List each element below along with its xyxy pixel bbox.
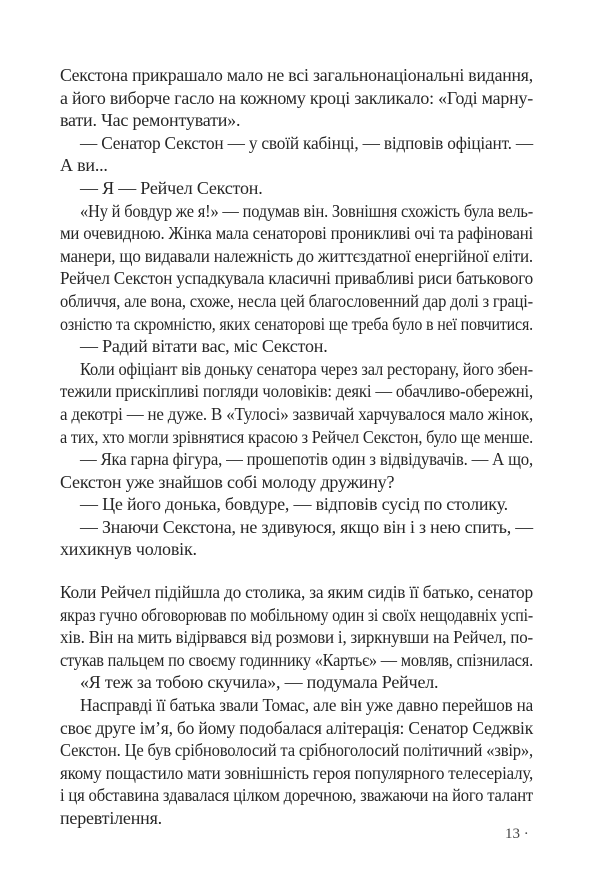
text-section [60, 64, 533, 561]
paragraph [60, 200, 533, 336]
paragraph [60, 516, 533, 561]
text-line: «Ну й бовдур же я!» — подумав він. Зовнішня схожість була вель- [80, 200, 533, 221]
text-line: і ця обставина здавалася цілком доречною, зважаючи на його талант [60, 785, 533, 806]
page-number: 13 · [505, 826, 529, 842]
paragraph [60, 132, 533, 177]
text-line: — Сенатор Секстон — у своїй кабінці, — відповів офіціант. — [80, 132, 533, 153]
text-line: а декотрі — не дуже. В «Тулосі» зазвичай харчувалося мало жінок, [60, 403, 533, 424]
paragraph [60, 671, 533, 694]
text-line: Секстон. Це був срібноволосий та срібноголосий політичний «звір», [60, 740, 533, 761]
paragraph [60, 177, 533, 200]
text-line: А ви... [60, 155, 108, 176]
text-line: Коли офіціант вів доньку сенатора через зал ресторану, його збен- [80, 358, 533, 379]
text-line: — Я — Рейчел Секстон. [80, 177, 263, 198]
text-line: — Це його донька, бовдуре, — відповів сусід по столику. [80, 494, 508, 515]
text-line: а його виборче гасло на кожному кроці закликало: «Годі марну- [60, 87, 533, 108]
text-line: обличчя, але вона, схоже, несла цей благословенний дар долі з граці- [60, 290, 533, 311]
text-line: — Знаючи Секстона, не здивуюся, якщо він і з нею спить, — [80, 516, 533, 537]
paragraph [60, 493, 533, 516]
text-line: якраз гучно обговорював по мобільному один зі своїх нещодавніх успі- [60, 604, 533, 625]
text-line: — Яка гарна фігура, — прошепотів один з відвідувачів. — А що, [80, 449, 533, 470]
text-line: озністю та скромністю, яких сенаторові ще треба було в неї повчитися. [60, 313, 533, 334]
text-line: перевтілення. [60, 808, 162, 828]
text-line: Коли Рейчел підійшла до столика, за яким сидів її батько, сенатор [60, 582, 533, 603]
paragraph [60, 358, 533, 448]
text-line: стукав пальцем по своєму годиннику «Картьє» — мовляв, спізнилася. [60, 649, 533, 670]
text-line: Сeкстона прикрашало мало не всі загальнонаціональні видання, [60, 65, 533, 85]
paragraph [60, 581, 533, 671]
paragraph [60, 64, 533, 132]
book-page-body [60, 64, 533, 830]
text-line: своє друге ім’я, бо йому подобалася алітерація: Сенатор Седжвік [60, 717, 533, 738]
text-line: Насправді її батька звали Томас, але він уже давно перейшов на [80, 695, 533, 716]
text-line: «Я теж за тобою скучила», — подумала Рейчел. [80, 672, 439, 693]
text-line: тежили прискіпливі погляди чоловіків: деякі — обачливо-обережні, [60, 381, 533, 402]
text-line: манери, що видавали належність до життєздатної енергійної еліти. [60, 245, 533, 266]
text-line: хихикнув чоловік. [60, 539, 197, 560]
paragraph [60, 448, 533, 493]
text-line: Рейчел Секстон успадкувала класичні привабливі риси батькового [60, 268, 533, 289]
paragraph [60, 335, 533, 358]
text-line: якому пощастило мати зовнішність героя популярного телесеріалу, [60, 762, 533, 783]
text-section [60, 581, 533, 830]
text-line: Секстон уже знайшов собі молоду дружину? [60, 471, 395, 492]
paragraph [60, 694, 533, 830]
text-line: — Радий вітати вас, міс Секстон. [80, 336, 328, 357]
text-line: ми очевидною. Жінка мала сенаторові проникливі очі та рафіновані [60, 223, 533, 244]
text-line: вати. Час ремонтувати». [60, 110, 241, 131]
text-line: хів. Він на мить відірвався від розмови і, зиркнувши на Рейчел, по- [60, 627, 533, 648]
text-line: а тих, хто могли зрівнятися красою з Рейчел Секстон, було ще менше. [60, 426, 533, 447]
